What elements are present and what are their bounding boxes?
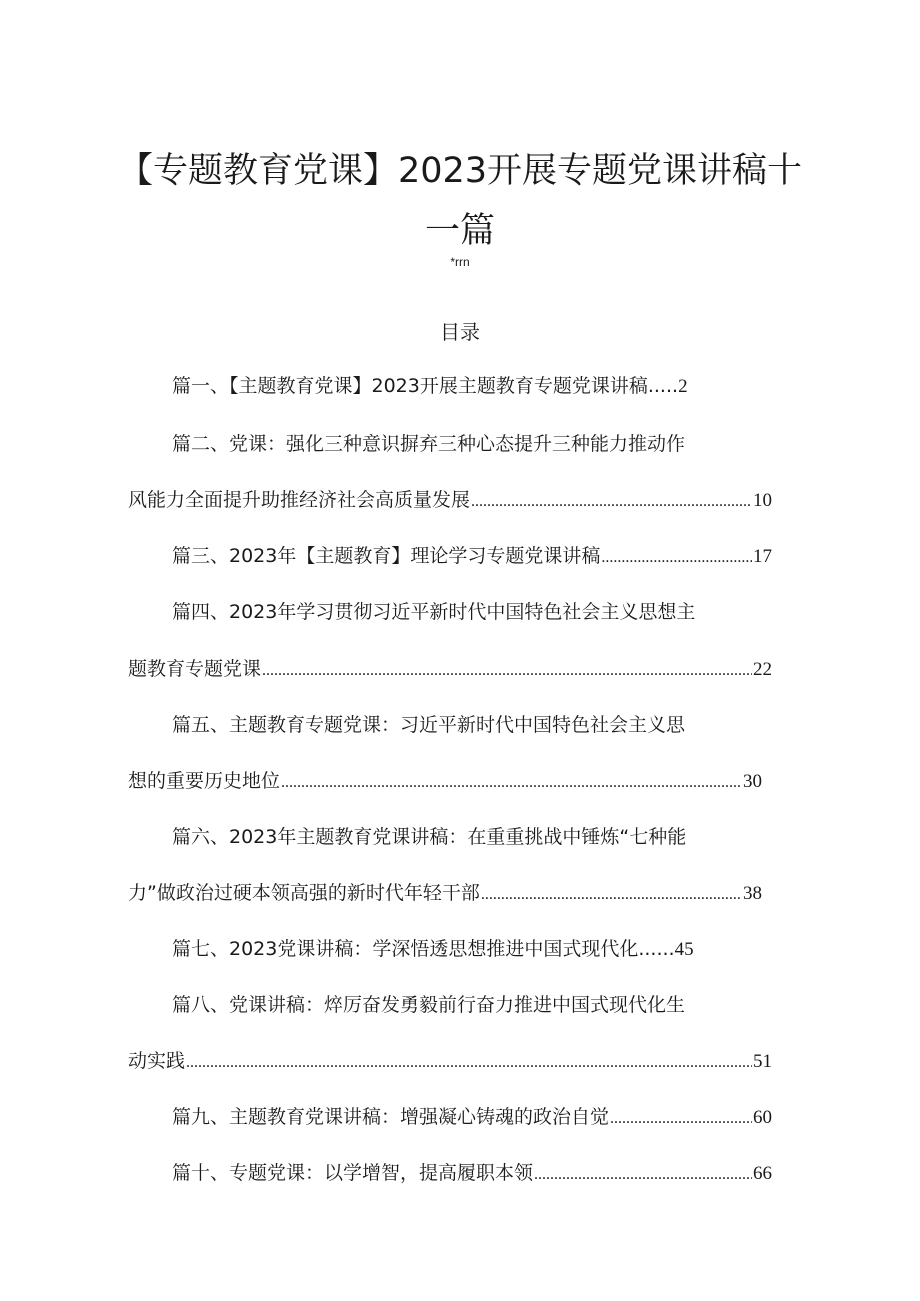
toc-leader-dots — [481, 882, 742, 908]
toc-entry-8[interactable] — [172, 992, 772, 1018]
toc-leader-dots — [186, 1050, 752, 1076]
toc-page-number: 17 — [753, 546, 772, 567]
toc-entry-text: 力”做政治过硬本领高强的新时代年轻干部 — [128, 882, 480, 904]
toc-entry-text: 篇十、专题党课：以学增智，提高履职本领 — [172, 1162, 534, 1184]
toc-leader-dots — [262, 658, 752, 684]
toc-entry-text: 动实践 — [128, 1050, 186, 1072]
toc-entry-6[interactable] — [172, 824, 772, 850]
document-title-line-1: 【专题教育党课】2023开展专题党课讲稿十 — [117, 151, 803, 191]
toc-page-number: 2 — [678, 376, 688, 397]
toc-entry-5-cont[interactable] — [128, 768, 762, 794]
toc-entry-text: 风能力全面提升助推经济社会高质量发展 — [128, 489, 471, 511]
document-title-line-2: 一篇 — [424, 211, 495, 251]
toc-entry-2-cont[interactable] — [128, 487, 772, 513]
toc-entry-3[interactable] — [172, 543, 772, 569]
toc-leader-dots — [601, 545, 752, 571]
toc-page-number: 66 — [753, 1163, 772, 1184]
toc-page-number: 22 — [753, 659, 772, 680]
toc-entry-9[interactable] — [172, 1104, 772, 1130]
toc-page-number: 51 — [753, 1051, 772, 1072]
toc-entry-4-cont[interactable] — [128, 656, 772, 682]
toc-leader-dots — [471, 489, 752, 515]
toc-page-number: 60 — [753, 1107, 772, 1128]
toc-heading: 目录 — [440, 320, 480, 344]
toc-page-number: 10 — [753, 490, 772, 511]
toc-entry-text: 篇九、主题教育党课讲稿：增强凝心铸魂的政治自觉 — [172, 1106, 610, 1128]
toc-page-number: 38 — [743, 883, 762, 904]
toc-page-number: 45 — [674, 939, 694, 960]
toc-entry-1[interactable] — [172, 373, 772, 399]
toc-entry-text: 篇三、2023年【主题教育】理论学习专题党课讲稿 — [172, 545, 601, 567]
toc-leader-dots — [281, 770, 742, 796]
toc-entry-2[interactable] — [172, 431, 772, 457]
toc-entry-text: 篇二、党课：强化三种意识摒弃三种心态提升三种能力推动作 — [172, 433, 686, 455]
toc-page-number: 30 — [743, 771, 762, 792]
toc-entry-text: 篇八、党课讲稿：焠厉奋发勇毅前行奋力推进中国式现代化生 — [172, 994, 686, 1016]
toc-entry-7[interactable] — [172, 936, 772, 962]
toc-leader-dots — [610, 1106, 752, 1132]
toc-entry-6-cont[interactable] — [128, 880, 762, 906]
toc-leader-dots — [534, 1162, 752, 1188]
toc-entry-5[interactable] — [172, 712, 772, 738]
toc-entry-text: 篇六、2023年主题教育党课讲稿：在重重挑战中锤炼“七种能 — [172, 826, 687, 848]
toc-entry-10[interactable] — [172, 1160, 772, 1186]
toc-entry-text: 篇七、2023党课讲稿：学深悟透思想推进中国式现代化...... — [172, 938, 675, 960]
toc-entry-8-cont[interactable] — [128, 1048, 772, 1074]
toc-entry-text: 篇一、【主题教育党课】2023开展主题教育专题党课讲稿..... — [172, 375, 679, 397]
toc-entry-text: 想的重要历史地位 — [128, 770, 281, 792]
toc-entry-text: 篇五、主题教育专题党课：习近平新时代中国特色社会主义思 — [172, 714, 686, 736]
document-subtitle: *rrn — [450, 255, 470, 269]
toc-entry-4[interactable] — [172, 599, 772, 625]
toc-entry-text: 篇四、2023年学习贯彻习近平新时代中国特色社会主义思想主 — [172, 601, 696, 623]
toc-entry-text: 题教育专题党课 — [128, 658, 262, 680]
